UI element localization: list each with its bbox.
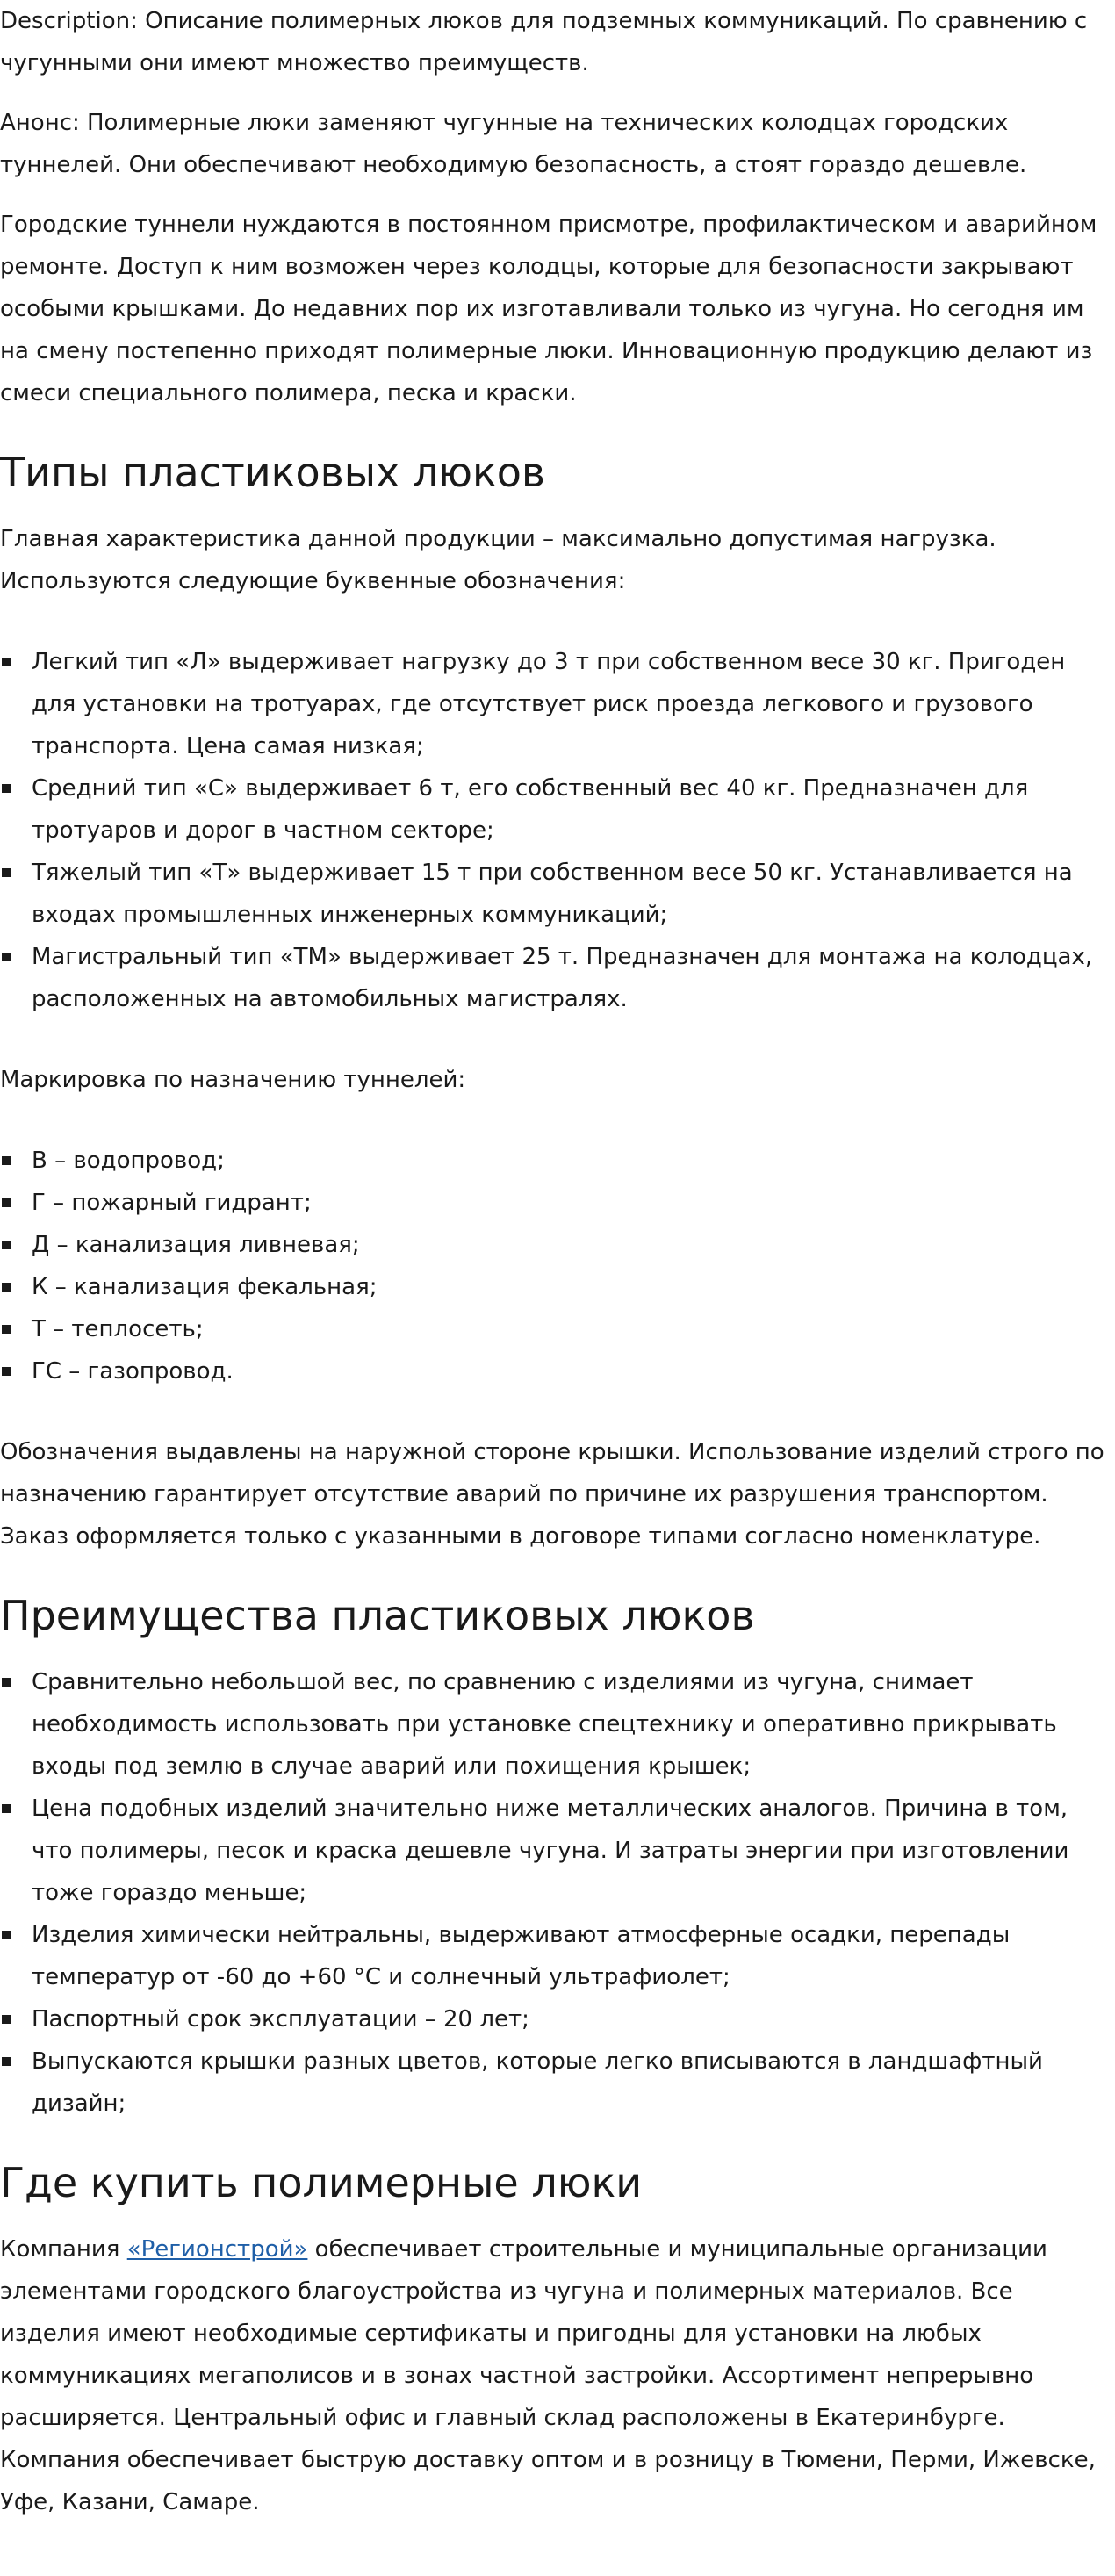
list-item: Выпускаются крышки разных цветов, которые легко вписываются в ландшафтный дизайн;: [0, 2040, 1115, 2125]
section-advantages-heading: Преимущества пластиковых люков: [0, 1592, 755, 1639]
list-item: Паспортный срок эксплуатации – 20 лет;: [0, 1998, 1115, 2040]
list-item: Изделия химически нейтральны, выдерживают атмосферные осадки, перепады температур от -60 до +60 °С и солнечный ультрафиолет;: [0, 1914, 1115, 1998]
buy-text-rest: обеспечивает строительные и муниципальные организации элементами городского благоустройства из чугуна и полимерных материалов. Все изделия имеют необходимые сертификаты и пригодны для установки на любых коммуникациях мегаполисов и в зонах частной застройки. Ассортимент непрерывно расширяется. Центральный офис и главный склад расположены в Екатеринбурге. Компания обеспечивает быструю доставку оптом и в розницу в Тюмени, Перми, Ижевске, Уфе, Казани, Самаре.: [0, 2236, 1096, 2515]
buy-text: [0, 2228, 1115, 2523]
description-text: Description: Описание полимерных люков для подземных коммуникаций. По сравнению с чугунными они имеют множество преимуществ.: [0, 8, 1088, 76]
advantages-list: [0, 1661, 1115, 2125]
list-item: Цена подобных изделий значительно ниже металлических аналогов. Причина в том, что полимеры, песок и краска дешевле чугуна. И затраты энергии при изготовлении тоже гораздо меньше;: [0, 1788, 1115, 1914]
announce-text: Анонс: Полимерные люки заменяют чугунные на технических колодцах городских туннелей. Они обеспечивают необходимую безопасность, а стоят гораздо дешевле.: [0, 110, 1027, 178]
list-item: Сравнительно небольшой вес, по сравнению с изделиями из чугуна, снимает необходимость использовать при установке спецтехнику и оперативно прикрывать входы под землю в случае аварий или похищения крышек;: [0, 1661, 1115, 1788]
list-item: Тяжелый тип «Т» выдерживает 15 т при собственном весе 50 кг. Устанавливается на входах промышленных инженерных коммуникаций;: [0, 852, 1115, 936]
types-lead-text: Главная характеристика данной продукции – максимально допустимая нагрузка. Используются следующие буквенные обозначения:: [0, 526, 996, 594]
types-closing-text: Обозначения выдавлены на наружной стороне крышки. Использование изделий строго по назначению гарантирует отсутствие аварий по причине их разрушения транспортом. Заказ оформляется только с указанными в договоре типами согласно номенклатуре.: [0, 1439, 1104, 1550]
list-item: Т – теплосеть;: [0, 1308, 1115, 1350]
list-item: К – канализация фекальная;: [0, 1266, 1115, 1308]
list-item: Д – канализация ливневая;: [0, 1224, 1115, 1266]
section-types-heading: Типы пластиковых люков: [0, 449, 546, 496]
list-item: В – водопровод;: [0, 1140, 1115, 1182]
markings-list: [0, 1140, 1115, 1392]
intro-text: Городские туннели нуждаются в постоянном присмотре, профилактическом и аварийном ремонте. Доступ к ним возможен через колодцы, которые для безопасности закрывают особыми крышками. До недавних пор их изготавливали только из чугуна. Но сегодня им на смену постепенно приходят полимерные люки. Инновационную продукцию делают из смеси специального полимера, песка и краски.: [0, 212, 1097, 407]
list-item: Г – пожарный гидрант;: [0, 1182, 1115, 1224]
load-types-list: [0, 641, 1115, 1020]
list-item: Средний тип «С» выдерживает 6 т, его собственный вес 40 кг. Предназначен для тротуаров и дорог в частном секторе;: [0, 767, 1115, 852]
buy-text-start: Компания: [0, 2236, 127, 2263]
marking-lead-text: Маркировка по назначению туннелей:: [0, 1067, 466, 1093]
list-item: Магистральный тип «ТМ» выдерживает 25 т. Предназначен для монтажа на колодцах, расположенных на автомобильных магистралях.: [0, 936, 1115, 1020]
company-link[interactable]: «Регионстрой»: [126, 2236, 308, 2263]
list-item: Легкий тип «Л» выдерживает нагрузку до 3 т при собственном весе 30 кг. Пригоден для установки на тротуарах, где отсутствует риск проезда легкового и грузового транспорта. Цена самая низкая;: [0, 641, 1115, 767]
section-buy-heading: Где купить полимерные люки: [0, 2159, 643, 2206]
list-item: ГС – газопровод.: [0, 1350, 1115, 1392]
